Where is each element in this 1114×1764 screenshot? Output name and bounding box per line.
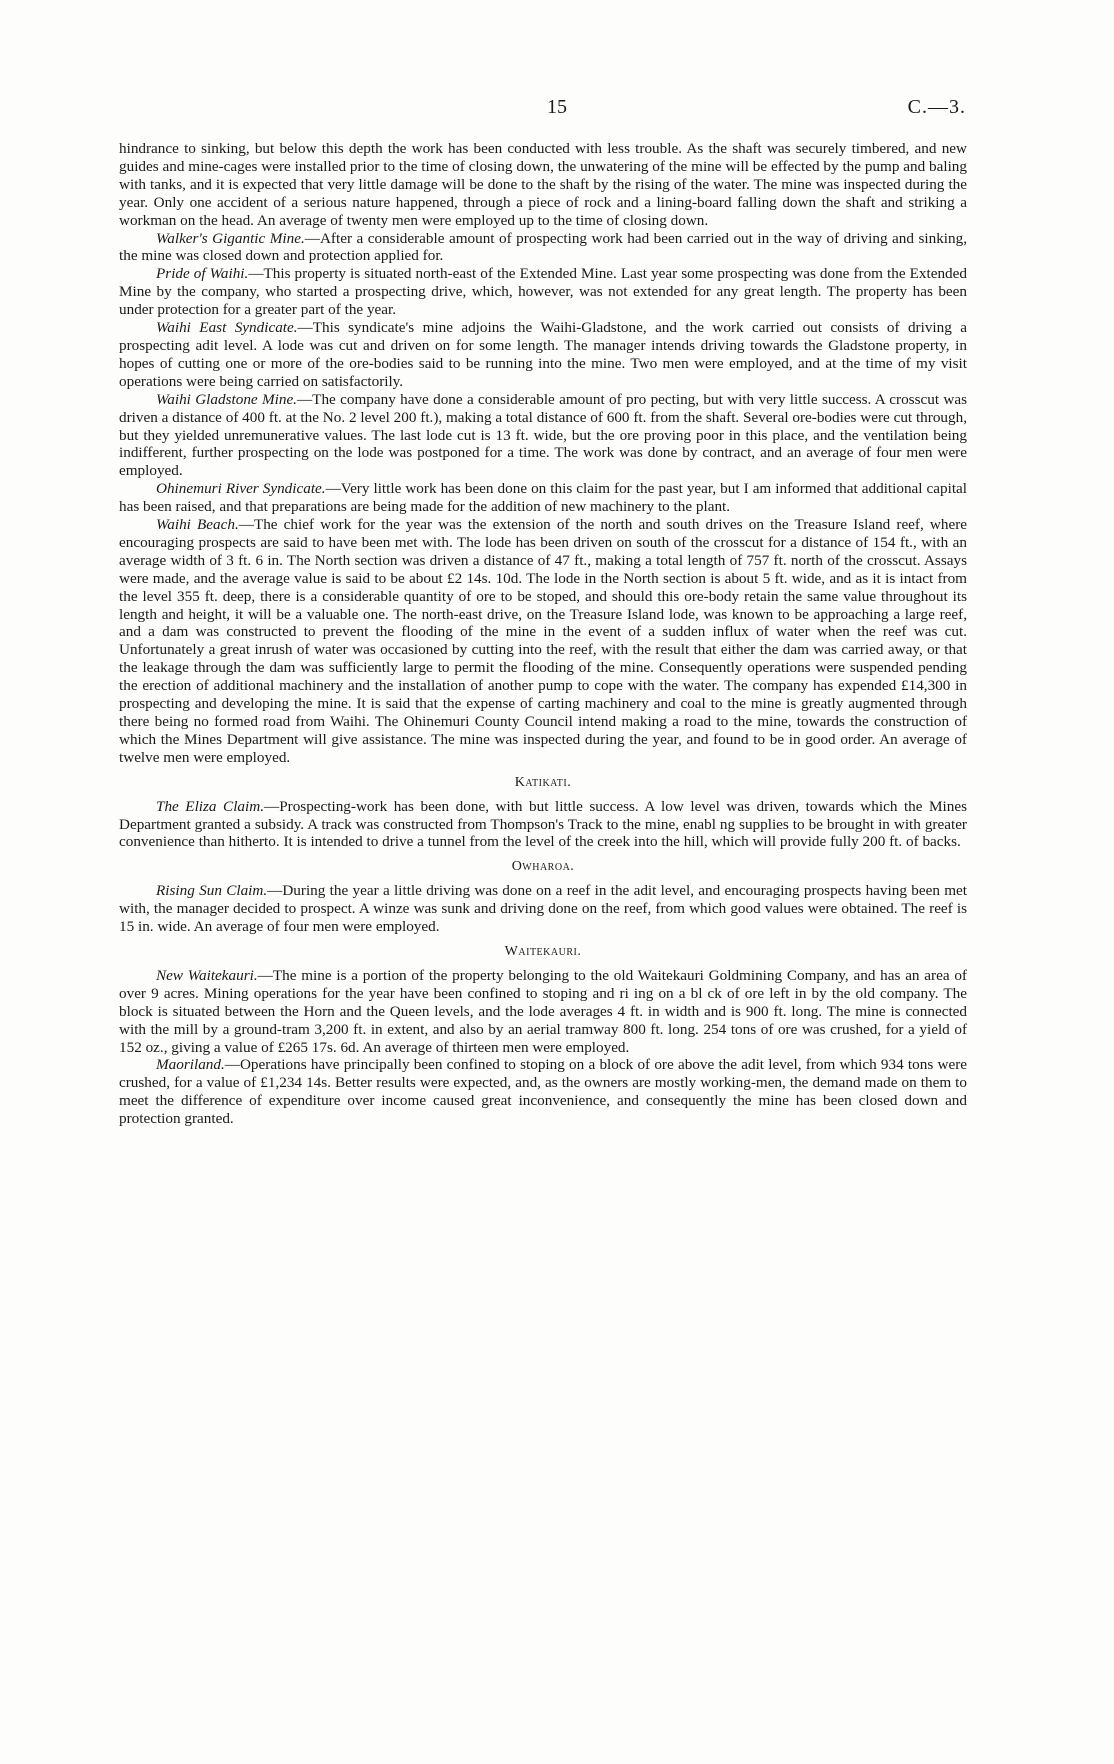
paragraph-text: —Prospecting-work has been done, with but little success. A low level was driven, towards which the Mines Department granted a subsidy. A track was constructed from Thompson's Track to the mine, enabl ng supplies to be brought in with greater convenience than hitherto. It is intended to drive a tunnel from the level of the creek into the hill, which will provide fully 200 ft. of backs.: [119, 797, 967, 851]
paragraph-text: —This property is situated north-east of the Extended Mine. Last year some prospecting was done from the Extended Mine by the company, who started a prospecting drive, which, however, was not extended for any great length. The property has been under protection for a greater part of the year.: [119, 265, 967, 319]
paragraph-text: —Very little work has been done on this claim for the past year, but I am informed that additional capital has been raised, and that preparations are being made for the addition of new machinery to the plant.: [119, 480, 967, 516]
mine-title: Maoriland.: [156, 1056, 225, 1074]
paragraph: [119, 230, 967, 266]
paragraph: [119, 1056, 967, 1128]
mine-title: Ohinemuri River Syndicate.: [156, 480, 326, 498]
mine-title: Walker's Gigantic Mine.: [156, 229, 305, 247]
section-heading-katikati: Katikati.: [514, 774, 572, 790]
mine-title: Waihi Beach.: [156, 516, 239, 534]
series-number: C.—3.: [907, 96, 966, 118]
section-heading-owharoa: Owharoa.: [511, 859, 575, 875]
mine-title: The Eliza Claim.: [156, 797, 264, 815]
paragraph-text: —The company have done a considerable amount of pro pecting, but with very little success. A crosscut was driven a distance of 400 ft. at the No. 2 level 200 ft.), making a total distance of 600 ft. from the shaft. Several ore-bodies were cut through, but they yielded unremunerative values. The last lode cut is 13 ft. wide, but the ore proving poor in this place, and the ventilation being indifferent, further prospecting on the lode was postponed for a time. The work was done by contract, and an average of four men were employed.: [119, 390, 967, 480]
mine-title: New Waitekauri.: [156, 966, 258, 984]
paragraph: [119, 140, 967, 230]
paragraph-text: —During the year a little driving was done on a reef in the adit level, and encouraging prospects having been met with, the manager decided to prospect. A winze was sunk and driving done on the reef, from which good values were obtained. The reef is 15 in. wide. An average of four men were employed.: [119, 882, 967, 936]
paragraph: [119, 265, 967, 319]
paragraph: [119, 516, 967, 767]
mine-title: Waihi Gladstone Mine.: [156, 390, 297, 408]
paragraph-text: —This syndicate's mine adjoins the Waihi-Gladstone, and the work carried out consists of driving a prospecting adit level. A lode was cut and driven on for some length. The manager intends driving towards the Gladstone property, in hopes of cutting one or more of the ore-bodies said to be running into the mine. Two men were employed, and at the time of my visit operations were being carried on satisfactorily.: [119, 319, 967, 390]
paragraph: [119, 967, 967, 1057]
paragraph-text: hindrance to sinking, but below this depth the work has been conducted with less trouble. As the shaft was securely timbered, and new guides and mine-cages were installed prior to the time of closing down, the unwatering of the mine will be effected by the pump and baling with tanks, and it is expected that very little damage will be done to the shaft by the rising of the water. The mine was inspected during the year. Only one accident of a serious nature happened, through a piece of rock and a lining-board falling down the shaft and striking a workman on the head. An average of twenty men were employed up to the time of closing down.: [119, 140, 967, 229]
mine-title: Rising Sun Claim.: [156, 882, 268, 900]
paragraph-text: —The mine is a portion of the property belonging to the old Waitekauri Goldmining Company, and has an area of over 9 acres. Mining operations for the year have been confined to stoping and ri ing on a bl ck of ore left in by the old company. The block is situated between the Horn and the Queen levels, and the lode averages 4 ft. in width and is 900 ft. long. The mine is connected with the mill by a ground-tram 3,200 ft. in extent, and also by an aerial tramway 800 ft. long. 254 tons of ore was crushed, for a yield of 152 oz., giving a value of £265 17s. 6d. An average of thirteen men were employed.: [119, 966, 967, 1056]
paragraph: [119, 480, 967, 516]
paragraph: [119, 798, 967, 852]
paragraph: [119, 882, 967, 936]
paragraph: [119, 391, 967, 481]
page-number: 15: [547, 96, 567, 118]
paragraph-text: —Operations have principally been confined to stoping on a block of ore above the adit level, from which 934 tons were crushed, for a value of £1,234 14s. Better results were expected, and, as the owners are mostly working-men, the demand made on them to meet the difference of expenditure over income caused great inconvenience, and consequently the mine has been closed down and protection granted.: [119, 1056, 967, 1128]
paragraph-text: —After a considerable amount of prospecting work had been carried out in the way of driving and sinking, the mine was closed down and protection applied for.: [119, 229, 967, 265]
page-header: [0, 96, 1114, 124]
mine-title: Pride of Waihi.: [156, 265, 249, 283]
section-heading-waitekauri: Waitekauri.: [504, 943, 582, 959]
mine-title: Waihi East Syndicate.: [156, 319, 298, 337]
paragraph-text: —The chief work for the year was the extension of the north and south drives on the Treasure Island reef, where encouraging prospects are said to have been met with. The lode has been driven on south of the crosscut for a distance of 154 ft., with an average width of 3 ft. 6 in. The North section was driven a distance of 47 ft., making a total length of 757 ft. north of the crosscut. Assays were made, and the average value is said to be about £2 14s. 10d. The lode in the North section is about 5 ft. wide, and as it is intact from the level 355 ft. deep, there is a considerable quantity of ore to be stoped, and should this ore-body retain the same value throughout its length and height, it will be a valuable one. The north-east drive, on the Treasure Island lode, was known to be approaching a large reef, and a dam was constructed to prevent the flooding of the mine in the event of a sudden influx of water when the reef was cut. Unfortunately a great inrush of water was occasioned by cutting into the reef, with the result that either the dam was carried away, or that the leakage through the dam was sufficiently large to permit the flooding of the mine. Consequently operations were suspended pending the erection of additional machinery and the installation of another pump to cope with the water. The company has expended £14,300 in prospecting and developing the mine. It is said that the expense of carting machinery and coal to the mine is greatly augmented through there being no formed road from Waihi. The Ohinemuri County Council intend making a road to the mine, towards the construction of which the Mines Department will give assistance. The mine was inspected during the year, and found to be in good order. An average of twelve men were employed.: [119, 516, 967, 766]
body-text: [119, 140, 967, 1128]
paragraph: [119, 319, 967, 391]
